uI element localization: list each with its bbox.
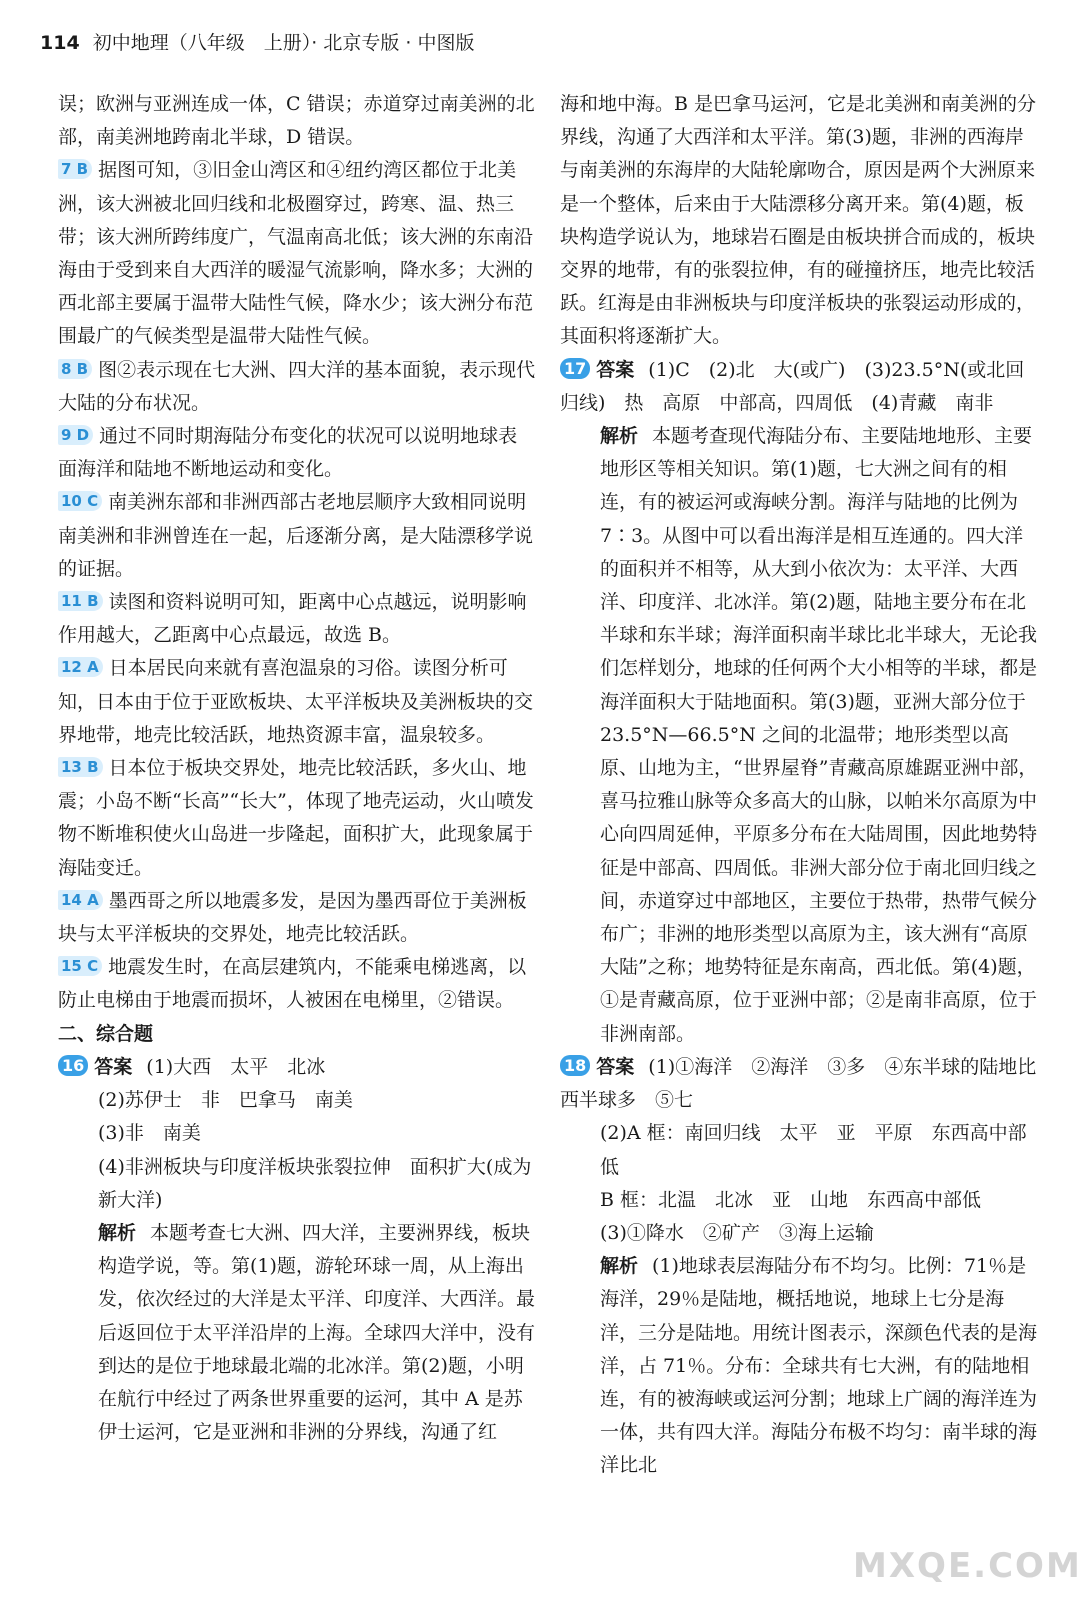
question-number: 18 (560, 1055, 590, 1076)
explanation-text: 通过不同时期海陆分布变化的状况可以说明地球表面海洋和陆地不断地运动和变化。 (58, 425, 518, 481)
answer-line: (3)①降水 ②矿产 ③海上运输 (600, 1221, 874, 1244)
answer-line: (3)非 南美 (98, 1122, 201, 1145)
analysis-block (560, 1250, 1038, 1482)
answer-label: 答案 (596, 1055, 635, 1078)
explanation-text: 日本位于板块交界处，地壳比较活跃，多火山、地震；小岛不断“长高”“长大”，体现了地壳运动，火山喷发物不断堆积使火山岛进一步隆起，面积扩大，此现象属于海陆变迁。 (58, 757, 534, 879)
answer-label: 答案 (94, 1055, 133, 1078)
answer-item-13 (58, 752, 536, 885)
question-number: 17 (560, 358, 590, 379)
answer-badge: 12 A (58, 657, 103, 677)
analysis-block (560, 420, 1038, 1051)
answer-badge: 8 B (58, 359, 92, 379)
answer-line: (2)A 框：南回归线 太平 亚 平原 东西高中部低 (600, 1122, 1027, 1178)
section-heading: 二、综合题 (58, 1022, 154, 1045)
answer-item-18 (560, 1051, 1038, 1117)
explanation-text: 地震发生时，在高层建筑内，不能乘电梯逃离，以防止电梯由于地震而损坏，人被困在电梯里，②错误。 (58, 956, 527, 1012)
answer-item-17 (560, 354, 1038, 420)
answer-line: B 框：北温 北冰 亚 山地 东西高中部低 (600, 1188, 982, 1211)
right-column (560, 88, 1038, 1483)
explanation-text: 读图和资料说明可知，距离中心点越远，说明影响作用越大，乙距离中心点最远，故选 B。 (58, 591, 527, 647)
answer-item-12 (58, 652, 536, 752)
continued-text: 海和地中海。B 是巴拿马运河，它是北美洲和南美洲的分界线，沟通了大西洋和太平洋。第(3)题，非洲的西海岸与南美洲的东海岸的大陆轮廓吻合，原因是两个大洲原来是一个整体，后来由于大陆漂移分离开来。第(4)题，板块构造学说认为，地球岩石圈是由板块拼合而成的，板块交界的地带，有的张裂拉伸，有的碰撞挤压，地壳比较活跃。红海是由非洲板块与印度洋板块的张裂运动形成的，其面积将逐渐扩大。 (560, 93, 1037, 348)
answer-badge: 13 B (58, 757, 103, 777)
answer-line: (4)非洲板块与印度洋板块张裂拉伸 面积扩大(成为新大洋) (98, 1155, 532, 1211)
page-number: 114 (40, 32, 80, 54)
answer-item-11 (58, 586, 536, 652)
explanation-text: 据图可知，③旧金山湾区和④纽约湾区都位于北美洲，该大洲被北回归线和北极圈穿过，跨寒、温、热三带；该大洲所跨纬度广，气温南高北低；该大洲的东南沿海由于受到来自大西洋的暖湿气流影响，降水多；大洲的西北部主要属于温带大陆性气候，降水少；该大洲分布范围最广的气候类型是温带大陆性气候。 (58, 159, 534, 348)
answer-badge: 11 B (58, 591, 103, 611)
answer-badge: 7 B (58, 159, 92, 179)
answer-label: 答案 (596, 358, 635, 381)
explanation-text: 图②表示现在七大洲、四大洋的基本面貌，表示现代大陆的分布状况。 (58, 358, 536, 414)
answer-item-14 (58, 885, 536, 951)
continued-text: 误；欧洲与亚洲连成一体，C 错误；赤道穿过南美洲的北部，南美洲地跨南北半球，D 错误。 (58, 93, 535, 149)
answer-item-8 (58, 354, 536, 420)
answer-line: (1)①海洋 ②海洋 ③多 ④东半球的陆地比西半球多 ⑤七 (560, 1055, 1037, 1112)
analysis-block (58, 1217, 536, 1449)
analysis-label: 解析 (600, 1255, 639, 1278)
answer-item-9 (58, 420, 536, 486)
analysis-label: 解析 (98, 1221, 137, 1244)
left-column (58, 88, 536, 1449)
analysis-text: 本题考查现代海陆分布、主要陆地地形、主要地形区等相关知识。第(1)题，七大洲之间有的相连，有的被运河或海峡分割。海洋与陆地的比例为 7∶3。从图中可以看出海洋是相互连通的。四大洋的面积并不相等，从大到小依次为：太平洋、大西洋、印度洋、北冰洋。第(2)题，陆地主要分布在北半球和东半球；海洋面积南半球比北半球大，无论我们怎样划分，地球的任何两个大小相等的半球，都是海洋面积大于陆地面积。第(3)题，亚洲大部分位于 23.5°N—66.5°N 之间的北温带；地形类型以高原、山地为主，“世界屋脊”青藏高原雄踞亚洲中部，喜马拉雅山脉等众多高大的山脉，以帕米尔高原为中心向四周延伸，平原多分布在大陆周围，因此地势特征是中部高、四周低。非洲大部分位于南北回归线之间，赤道穿过中部地区，主要位于热带，热带气候分布广；非洲的地形类型以高原为主，该大洲有“高原大陆”之称；地势特征是东南高，西北低。第(4)题，①是青藏高原，位于亚洲中部；②是南非高原，位于非洲南部。 (600, 425, 1038, 1045)
question-number: 16 (58, 1055, 88, 1076)
watermark-logo: MXQE.COM (853, 1546, 1082, 1586)
explanation-text: 墨西哥之所以地震多发，是因为墨西哥位于美洲板块与太平洋板块的交界处，地壳比较活跃。 (58, 889, 527, 946)
answer-item-10 (58, 486, 536, 586)
answer-item-7 (58, 154, 536, 353)
answer-line: (1)大西 太平 北冰 (146, 1055, 326, 1078)
answer-badge: 10 C (58, 491, 102, 511)
answer-badge: 14 A (58, 890, 103, 910)
book-title: 初中地理（八年级 上册）· 北京专版 · 中图版 (92, 32, 475, 54)
answer-badge: 15 C (58, 956, 102, 976)
explanation-text: 日本居民向来就有喜泡温泉的习俗。读图分析可知，日本由于位于亚欧板块、太平洋板块及美洲板块的交界地带，地壳比较活跃，地热资源丰富，温泉较多。 (58, 657, 534, 746)
explanation-text: 南美洲东部和非洲西部古老地层顺序大致相同说明南美洲和非洲曾连在一起，后逐渐分离，是大陆漂移学说的证据。 (58, 491, 534, 580)
analysis-label: 解析 (600, 425, 639, 448)
answer-item-16 (58, 1051, 536, 1084)
analysis-text: (1)地球表层海陆分布不均匀。比例：71％是海洋，29％是陆地，概括地说，地球上七分是海洋，三分是陆地。用统计图表示，深颜色代表的是海洋，占 71％。分布：全球共有七大洲，有的陆地相连，有的被海峡或运河分割；地球上广阔的海洋连为一体，共有四大洋。海陆分布极不均匀：南半球的海洋比北 (600, 1255, 1038, 1477)
analysis-text: 本题考查七大洲、四大洋，主要洲界线，板块构造学说，等。第(1)题，游轮环球一周，从上海出发，依次经过的大洋是太平洋、印度洋、大西洋。最后返回位于太平洋沿岸的上海。全球四大洋中，没有到达的是位于地球最北端的北冰洋。第(2)题，小明在航行中经过了两条世界重要的运河，其中 A 是苏伊士运河，它是亚洲和非洲的分界线，沟通了红 (98, 1221, 536, 1444)
answer-line: (1)C (2)北 大(或广) (3)23.5°N(或北回归线) 热 高原 中部高，四周低 (4)青藏 南非 (560, 358, 1025, 414)
answer-line: (2)苏伊士 非 巴拿马 南美 (98, 1089, 353, 1112)
answer-badge: 9 D (58, 425, 93, 445)
page-header (40, 28, 1050, 68)
answer-item-15 (58, 951, 536, 1017)
